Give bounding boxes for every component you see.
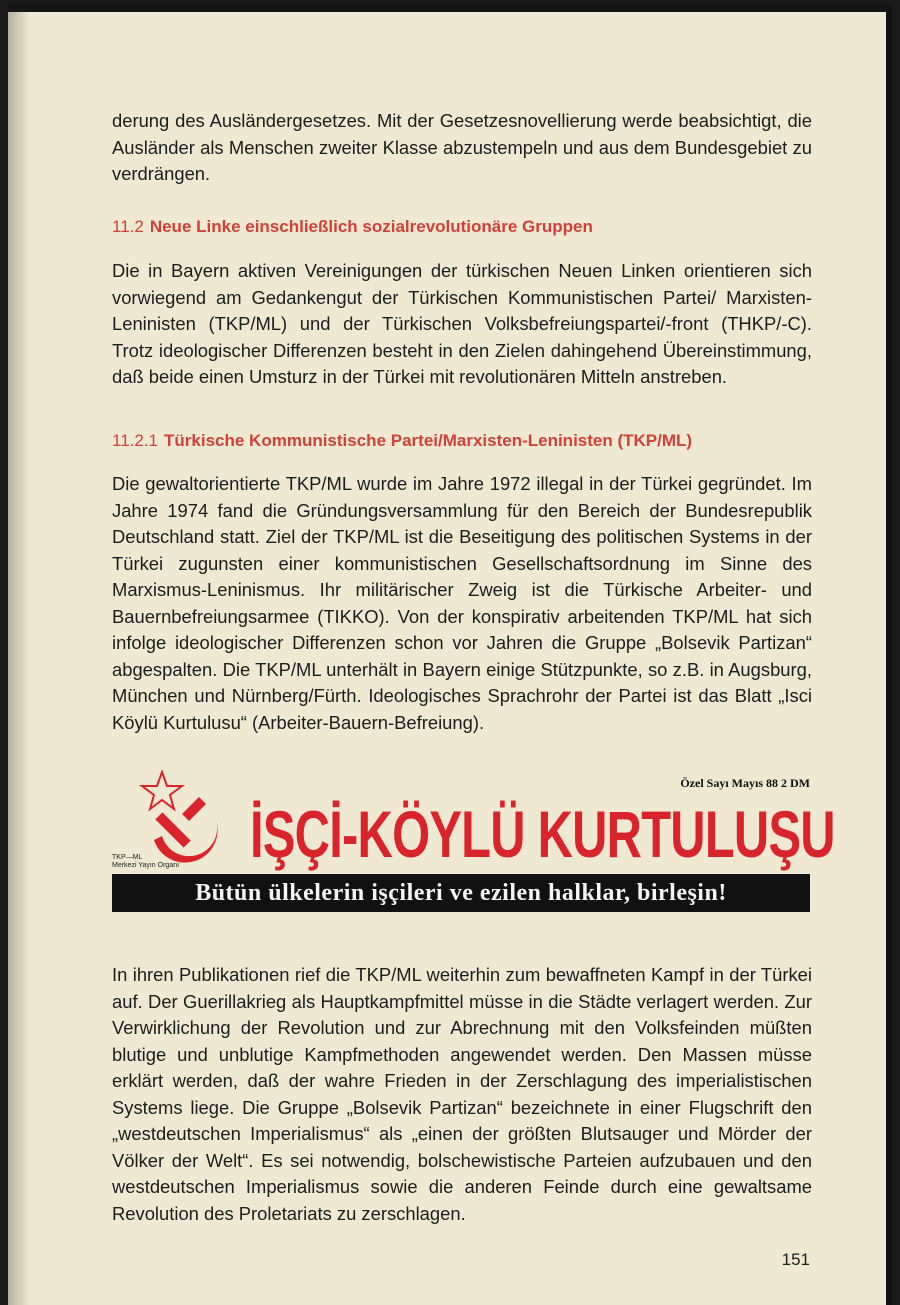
section-title: Türkische Kommunistische Partei/Marxisten-Leninisten (TKP/ML) (164, 431, 693, 450)
masthead-title: İŞÇİ-KÖYLÜ KURTULUŞU (250, 797, 835, 871)
newspaper-masthead-image (112, 762, 835, 922)
masthead-org-line: Merkezi Yayın Organı (112, 862, 180, 869)
paragraph-publications: In ihren Publikationen rief die TKP/ML weiterhin zum bewaffneten Kampf in der Türkei auf. Der Guerillakrieg als Hauptkampfmittel müsse in die Städte verlagert werden. Zur Verwirklichung der Revolution und zur Abrechnung mit den Volksfeinden müßten blutige und unblutige Kampfmethoden angewendet werden. Den Massen müsse erklärt werden, daß der wahre Frieden in der Zerschlagung des imperialistischen Systems liege. Die Gruppe „Bolsevik Partizan“ bezeichnete in einer Flugschrift den „westdeutschen Imperialismus“ als „einen der größten Blutsauger und Mörder der Völker der Welt“. Es sei notwendig, bolschewistische Parteien aufzubauen und den westdeutschen Imperialismus sowie die anderen Feinde durch eine gewaltsame Revolution des Proletariats zu zerschlagen. (112, 964, 812, 1224)
section-title: Neue Linke einschließlich sozialrevolutionäre Gruppen (149, 217, 593, 236)
section-heading-11-2-1 (112, 430, 832, 452)
page-number: 151 (781, 1250, 810, 1269)
masthead-organization (112, 854, 242, 870)
masthead-issue-info: Özel Sayı Mayıs 88 2 DM (680, 776, 810, 790)
masthead-slogan: Bütün ülkelerin işçileri ve ezilen halklar, birleşin! (112, 874, 810, 912)
paragraph-neue-linke: Die in Bayern aktiven Vereinigungen der türkischen Neuen Linken orientieren sich vorwiegend am Gedankengut der Türkischen Kommunistischen Partei/ Marxisten-Leninisten (TKP/ML) und der Türkischen Volksbefreiungspartei/-front (THKP/-C). Trotz ideologischer Differenzen besteht in den Zielen dahingehend Übereinstimmung, daß beide einen Umsturz in der Türkei mit revolutionären Mitteln anstreben. (112, 260, 812, 387)
masthead-org-line: TKP—ML (112, 854, 143, 861)
paragraph-tkp-ml: Die gewaltorientierte TKP/ML wurde im Jahre 1972 illegal in der Türkei gegründet. Im Jahre 1974 fand die Gründungsversammlung für den Bereich der Bundesrepublik Deutschland statt. Ziel der TKP/ML ist die Beseitigung des politischen Systems in der Türkei zugunsten einer kommunistischen Gesellschaftsordnung im Sinne des Marxismus-Leninismus. Ihr militärischer Zweig ist die Türkische Arbeiter- und Bauernbefreiungsarmee (TIKKO). Von der konspirativ arbeitenden TKP/ML hat sich infolge ideologischer Differenzen schon vor Jahren die Gruppe „Bolsevik Partizan“ abgespalten. Die TKP/ML unterhält in Bayern einige Stützpunkte, so z.B. in Augsburg, München und Nürnberg/Fürth. Ideologisches Sprachrohr der Partei ist das Blatt „Isci Köylü Kurtulusu“ (Arbeiter-Bauern-Befreiung). (112, 473, 812, 733)
paragraph-intro: derung des Ausländergesetzes. Mit der Gesetzesnovellierung werde beabsichtigt, die Ausländer als Menschen zweiter Klasse abzustempeln und aus dem Bundesgebiet zu verdrängen. (112, 110, 812, 184)
section-number: 11.2 (112, 217, 144, 236)
page-binding-shadow (8, 12, 30, 1305)
section-number: 11.2.1 (112, 431, 159, 450)
hammer-sickle-star-logo (124, 770, 230, 866)
section-heading-11-2 (112, 216, 832, 238)
